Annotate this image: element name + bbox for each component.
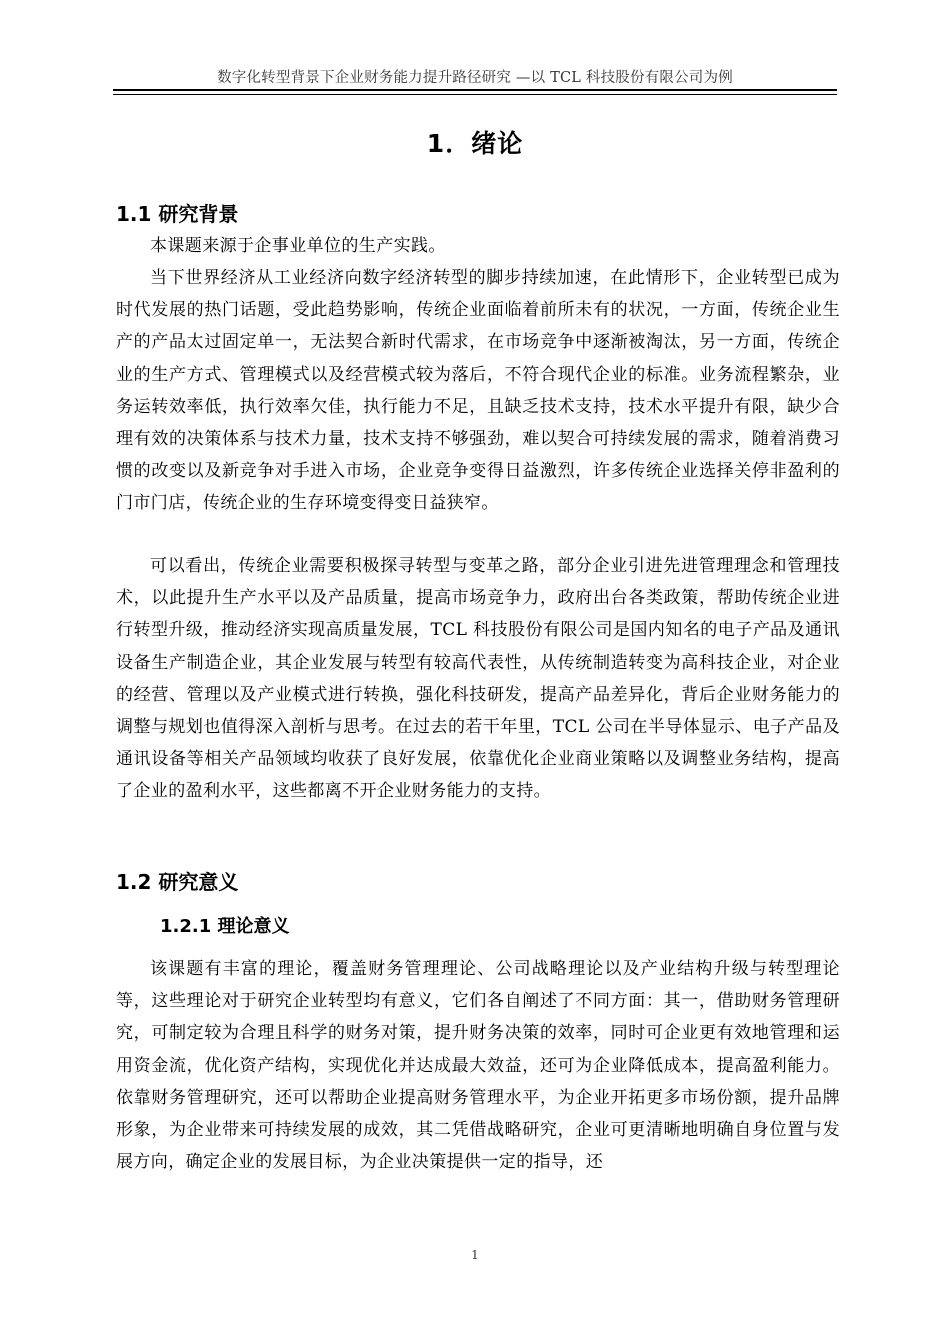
- header-rule-thick: [113, 89, 837, 91]
- section-heading-1-1: 1.1 研究背景: [116, 202, 239, 226]
- header-rule-thin: [113, 94, 837, 95]
- subsection-heading-1-2-1: 1.2.1 理论意义: [160, 916, 290, 937]
- paragraph-1-2-1-theory: 该课题有丰富的理论，覆盖财务管理理论、公司战略理论以及产业结构升级与转型理论等，这些理论对于研究企业转型均有意义，它们各自阐述了不同方面：其一，借助财务管理研究，可制定较为合理且科学的财务对策，提升财务决策的效率，同时可企业更有效地管理和运用资金流，优化资产结构，实现优化并达成最大效益，还可为企业降低成本，提高盈利能力。依靠财务管理研究，还可以帮助企业提高财务管理水平，为企业开拓更多市场份额，提升品牌形象，为企业带来可持续发展的成效，其二凭借战略研究，企业可更清晰地明确自身位置与发展方向，确定企业的发展目标，为企业决策提供一定的指导，还: [116, 959, 840, 1173]
- running-header: 数字化转型背景下企业财务能力提升路径研究 —以 TCL 科技股份有限公司为例: [217, 70, 733, 86]
- section-heading-1-2: 1.2 研究意义: [116, 870, 239, 894]
- paragraph-1-1-tcl: 可以看出，传统企业需要积极探寻转型与变革之路，部分企业引进先进管理理念和管理技术，以此提升生产水平以及产品质量，提高市场竞争力，政府出台各类政策，帮助传统企业进行转型升级，推动经济实现高质量发展，TCL 科技股份有限公司是国内知名的电子产品及通讯设备生产制造企业，其企业发展与转型有较高代表性，从传统制造转变为高科技企业，对企业的经营、管理以及产业模式进行转换，强化科技研发，提高产品差异化，背后企业财务能力的调整与规划也值得深入剖析与思考。在过去的若干年里，TCL 公司在半导体显示、电子产品及通讯设备等相关产品领域均收获了良好发展，依靠优化企业商业策略以及调整业务结构，提高了企业的盈利水平，这些都离不开企业财务能力的支持。: [116, 556, 840, 802]
- paragraph-1-1-source: 本课题来源于企事业单位的生产实践。: [150, 236, 446, 256]
- page-number: 1: [471, 1248, 479, 1262]
- chapter-title: 1．绪论: [426, 129, 524, 158]
- paragraph-1-1-background: 当下世界经济从工业经济向数字经济转型的脚步持续加速，在此情形下，企业转型已成为时代发展的热门话题，受此趋势影响，传统企业面临着前所未有的状况，一方面，传统企业生产的产品太过固定单一，无法契合新时代需求，在市场竞争中逐渐被淘汰，另一方面，传统企业的生产方式、管理模式以及经营模式较为落后，不符合现代企业的标准。业务流程繁杂，业务运转效率低，执行效率欠佳，执行能力不足，且缺乏技术支持，技术水平提升有限，缺少合理有效的决策体系与技术力量，技术支持不够强劲，难以契合可持续发展的需求，随着消费习惯的改变以及新竞争对手进入市场，企业竞争变得日益激烈，许多传统企业选择关停非盈利的门市门店，传统企业的生存环境变得变日益狭窄。: [116, 268, 840, 514]
